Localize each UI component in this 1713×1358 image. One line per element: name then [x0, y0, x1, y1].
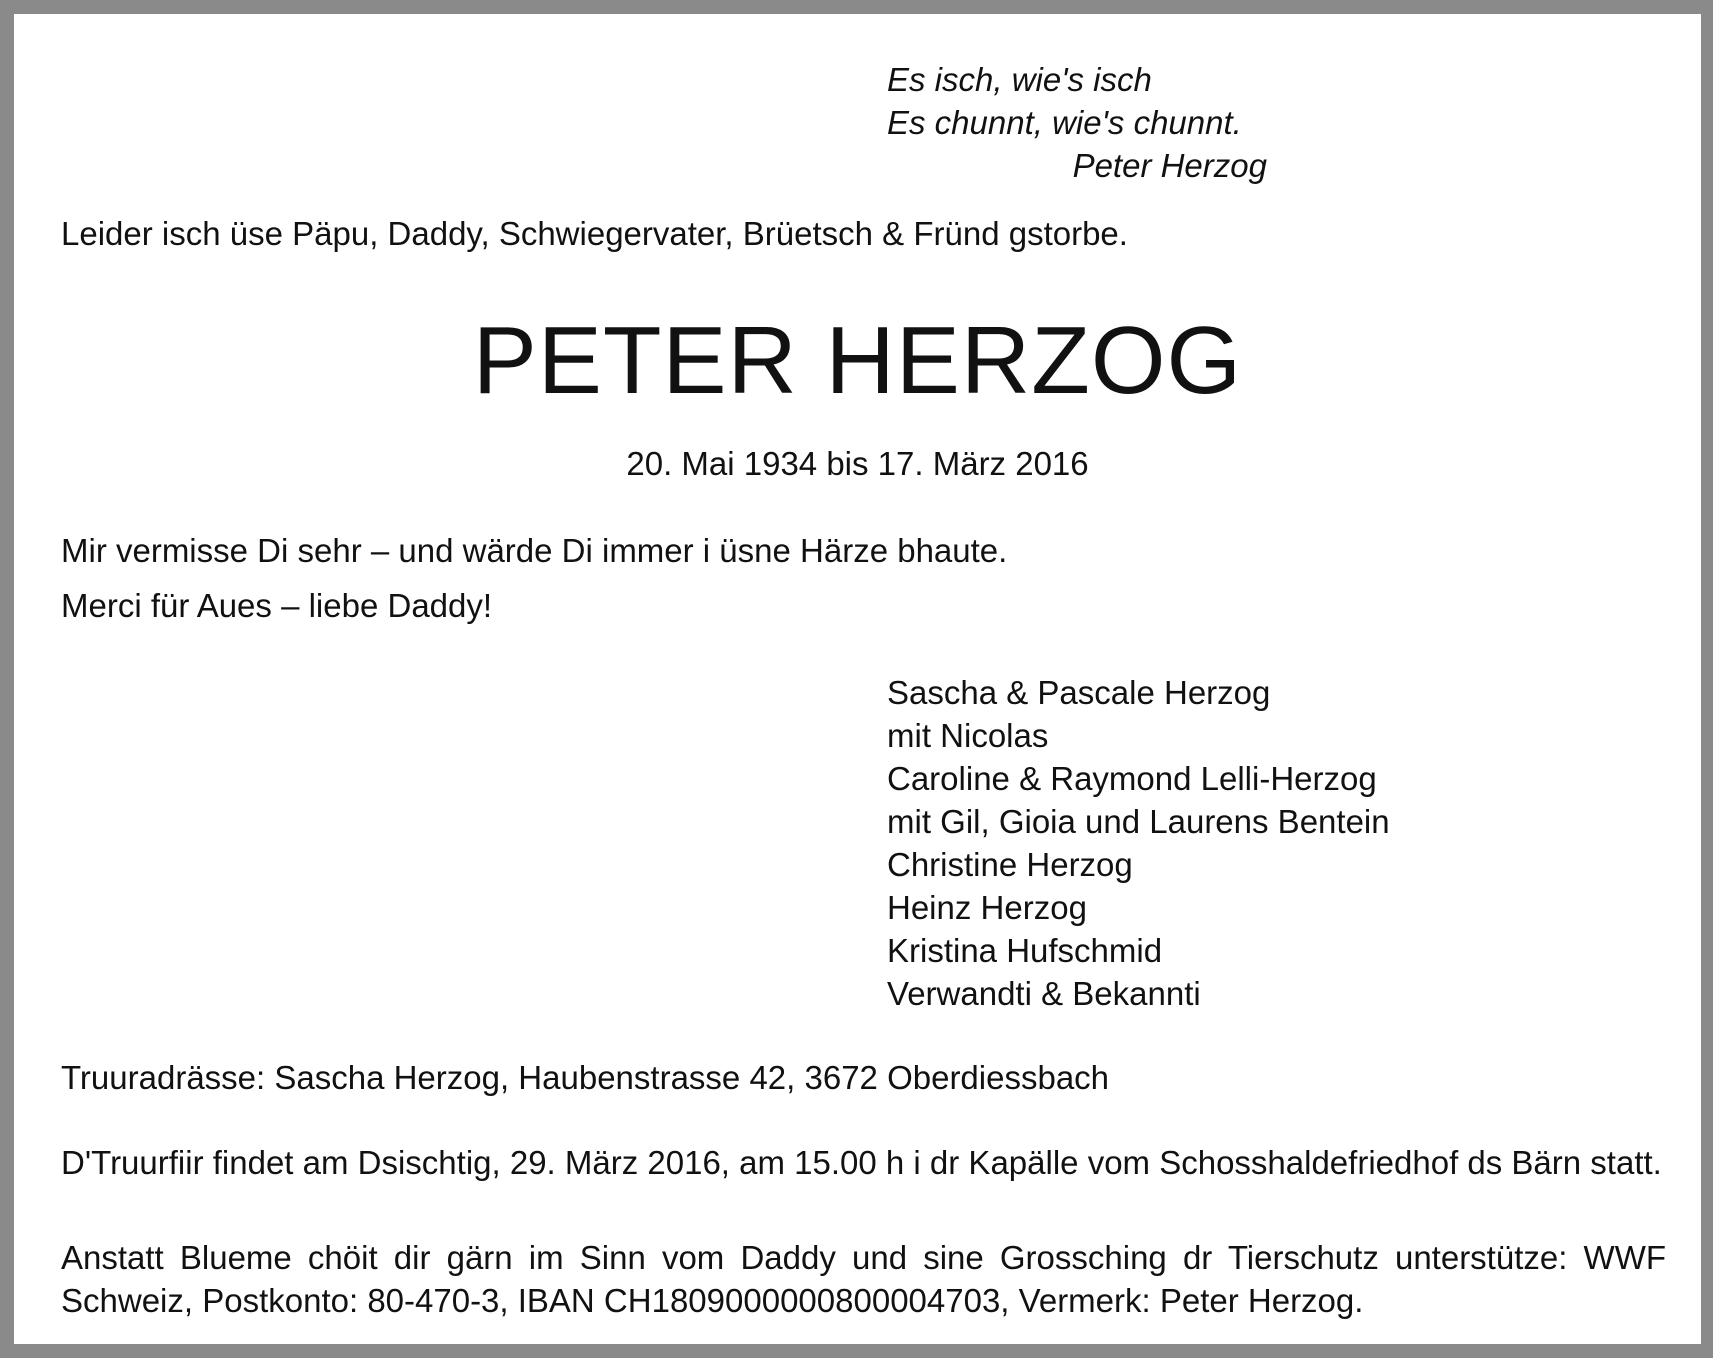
mourners-list: [887, 671, 1390, 1015]
deceased-name: PETER HERZOG: [472, 307, 1243, 414]
mourner-item: Kristina Hufschmid: [887, 932, 1163, 969]
mourner-item: Verwandti & Bekannti: [887, 975, 1201, 1012]
intro-text: Leider isch üse Päpu, Daddy, Schwiegervater, Brüetsch & Fründ gstorbe.: [61, 215, 1128, 252]
motto-line-2: Es chunnt, wie's chunnt.: [887, 104, 1242, 141]
donation-notice: Anstatt Blueme chöit dir gärn im Sinn vom Daddy und sine Grossching dr Tierschutz unterstütze: WWF Schweiz, Postkonto: 80-470-3, IBAN CH1809000000800004703, Vermerk: Peter Herzog.: [61, 1239, 1666, 1319]
mourner-item: Heinz Herzog: [887, 889, 1087, 926]
life-dates: 20. Mai 1934 bis 17. März 2016: [626, 445, 1089, 482]
message-line-2: Merci für Aues – liebe Daddy!: [61, 587, 493, 624]
motto-line-1: Es isch, wie's isch: [887, 61, 1152, 98]
motto-author: Peter Herzog: [1072, 147, 1267, 184]
ceremony-notice: D'Truurfiir findet am Dsischtig, 29. März 2016, am 15.00 h i dr Kapälle vom Schosshaldefriedhof ds Bärn statt.: [61, 1144, 1662, 1181]
mourner-item: Christine Herzog: [887, 846, 1133, 883]
mourner-item: mit Nicolas: [887, 717, 1049, 754]
mourning-address: Truuradrässe: Sascha Herzog, Haubenstrasse 42, 3672 Oberdiessbach: [61, 1059, 1110, 1096]
mourner-item: mit Gil, Gioia und Laurens Bentein: [887, 803, 1390, 840]
message-line-1: Mir vermisse Di sehr – und wärde Di immer i üsne Härze bhaute.: [61, 532, 1008, 569]
obituary-page: [14, 14, 1701, 1344]
mourner-item: Sascha & Pascale Herzog: [887, 674, 1271, 711]
mourner-item: Caroline & Raymond Lelli-Herzog: [887, 760, 1377, 797]
motto-quote: [887, 58, 1267, 187]
